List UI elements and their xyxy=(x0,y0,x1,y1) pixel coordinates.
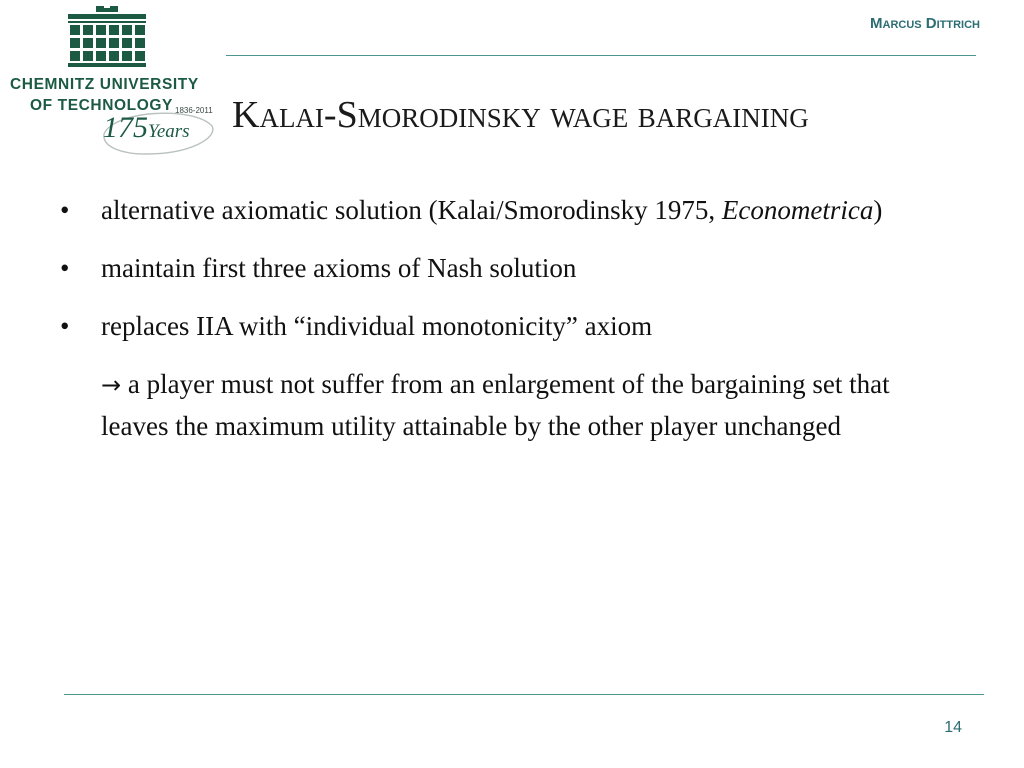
logo-anniversary-word: Years xyxy=(148,121,190,142)
slide-body xyxy=(60,190,940,447)
slide-title: Kalai-Smorodinsky wage bargaining xyxy=(232,94,809,136)
logo-university-name: CHEMNITZ UNIVERSITY xyxy=(10,76,199,93)
bullet-journal-name: Econometrica xyxy=(721,195,874,225)
bullet-text: alternative axiomatic solution (Kalai/Smorodinsky 1975, xyxy=(101,195,722,225)
bullet-dot: • xyxy=(60,311,70,341)
footer-divider xyxy=(64,694,984,695)
logo-anniversary xyxy=(103,111,190,145)
university-building-icon xyxy=(66,6,148,70)
page-number: 14 xyxy=(944,719,962,736)
bullet-text-suffix: ) xyxy=(873,195,883,225)
logo-university-subname: OF TECHNOLOGY xyxy=(30,97,173,114)
bullet-dot: • xyxy=(60,253,70,283)
university-logo xyxy=(8,4,218,156)
header-divider xyxy=(226,55,976,56)
logo-years-range: 1836-2011 xyxy=(175,106,213,115)
right-arrow-icon: → xyxy=(101,371,122,399)
bullet-text: replaces IIA with “individual monotonicity” axiom xyxy=(101,311,653,341)
sub-point-text: a player must not suffer from an enlargement of the bargaining set that leaves the maximum utility attainable by the other player unchanged xyxy=(101,369,890,441)
author-name: Marcus Dittrich xyxy=(870,15,980,32)
bullet-item xyxy=(60,190,940,231)
bullet-text: maintain first three axioms of Nash solution xyxy=(101,253,577,283)
sub-point xyxy=(60,364,940,447)
bullet-dot: • xyxy=(60,195,70,225)
bullet-item xyxy=(60,306,940,347)
logo-anniversary-number: 175 xyxy=(103,111,148,144)
bullet-item xyxy=(60,248,940,289)
